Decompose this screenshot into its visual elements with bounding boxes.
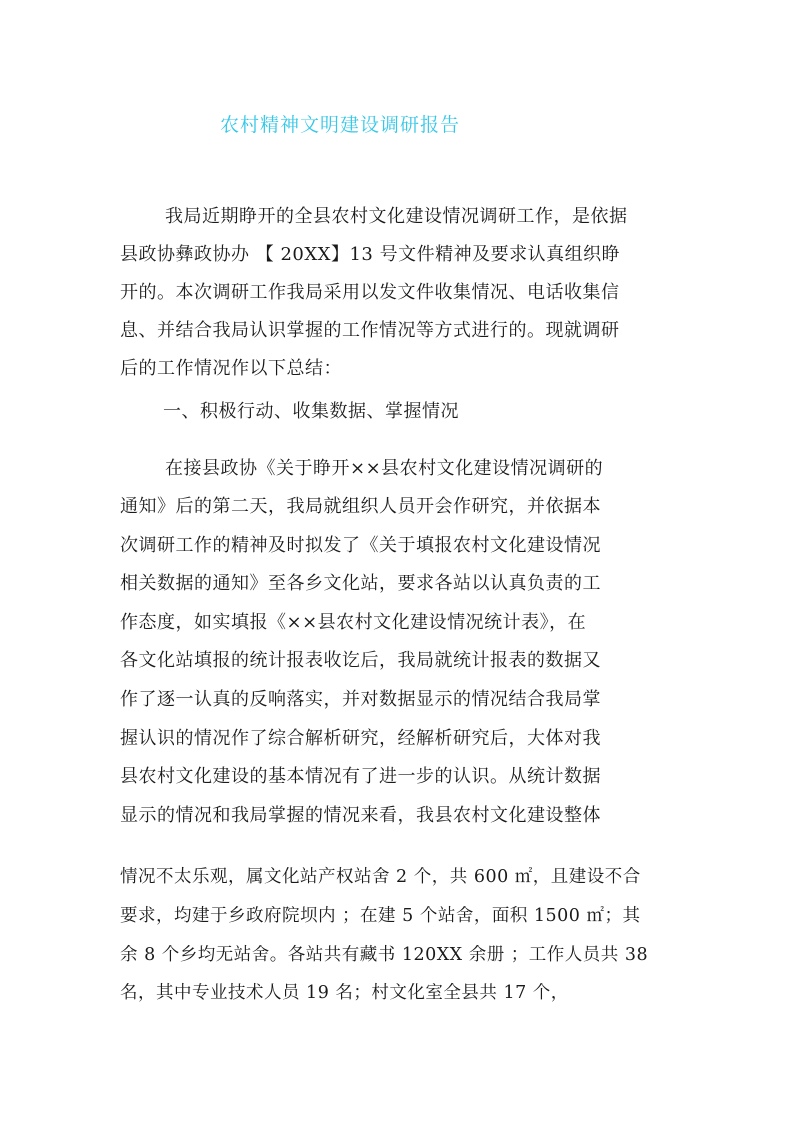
paragraph-2-line-6: 各文化站填报的统计报表收讫后，我局就统计报表的数据又 xyxy=(120,650,601,671)
paragraph-3-line-1: 情况不太乐观，属文化站产权站舍 2 个，共 600 ㎡，且建设不合 xyxy=(120,867,641,887)
paragraph-3-line-2: 要求，均建于乡政府院坝内 ；在建 5 个站舍，面积 1500 ㎡；其 xyxy=(120,906,641,926)
paragraph-3-line-3: 余 8 个乡均无站舍。各站共有藏书 120XX 余册 ；工作人员共 38 xyxy=(120,945,649,965)
document-title: 农村精神文明建设调研报告 xyxy=(220,114,461,136)
paragraph-2-line-1: 在接县政协《关于睁开××县农村文化建设情况调研的 xyxy=(165,458,604,479)
paragraph-1-line-1: 我局近期睁开的全县农村文化建设情况调研工作，是依据 xyxy=(165,206,628,227)
paragraph-2-line-2: 通知》后的第二天，我局就组织人员开会作研究，并依据本 xyxy=(120,496,601,517)
paragraph-2-line-4: 相关数据的通知》至各乡文化站，要求各站以认真负责的工 xyxy=(120,573,601,594)
paragraph-2-line-10: 显示的情况和我局掌握的情况来看，我县农村文化建设整体 xyxy=(120,805,601,826)
section-heading-1: 一、积极行动、收集数据、掌握情况 xyxy=(163,401,459,422)
paragraph-2-line-7: 作了逐一认真的反响落实，并对数据显示的情况结合我局掌 xyxy=(120,689,601,710)
paragraph-2-line-9: 县农村文化建设的基本情况有了进一步的认识。从统计数据 xyxy=(120,766,601,787)
paragraph-2-line-5: 作态度，如实填报《××县农村文化建设情况统计表》，在 xyxy=(120,612,587,633)
paragraph-2-line-3: 次调研工作的精神及时拟发了《关于填报农村文化建设情况 xyxy=(120,535,601,556)
paragraph-2-line-8: 握认识的情况作了综合解析研究，经解析研究后，大体对我 xyxy=(120,728,601,749)
paragraph-1-line-5: 后的工作情况作以下总结： xyxy=(120,358,342,379)
paragraph-1-line-4: 息、并结合我局认识掌握的工作情况等方式进行的。现就调研 xyxy=(120,320,620,341)
paragraph-3-line-4: 名，其中专业技术人员 19 名；村文化室全县共 17 个， xyxy=(120,983,569,1003)
paragraph-1-line-3: 开的。本次调研工作我局采用以发文件收集情况、电话收集信 xyxy=(120,282,620,303)
paragraph-1-line-2: 县政协彝政协办 【 20XX】13 号文件精神及要求认真组织睁 xyxy=(120,244,621,265)
